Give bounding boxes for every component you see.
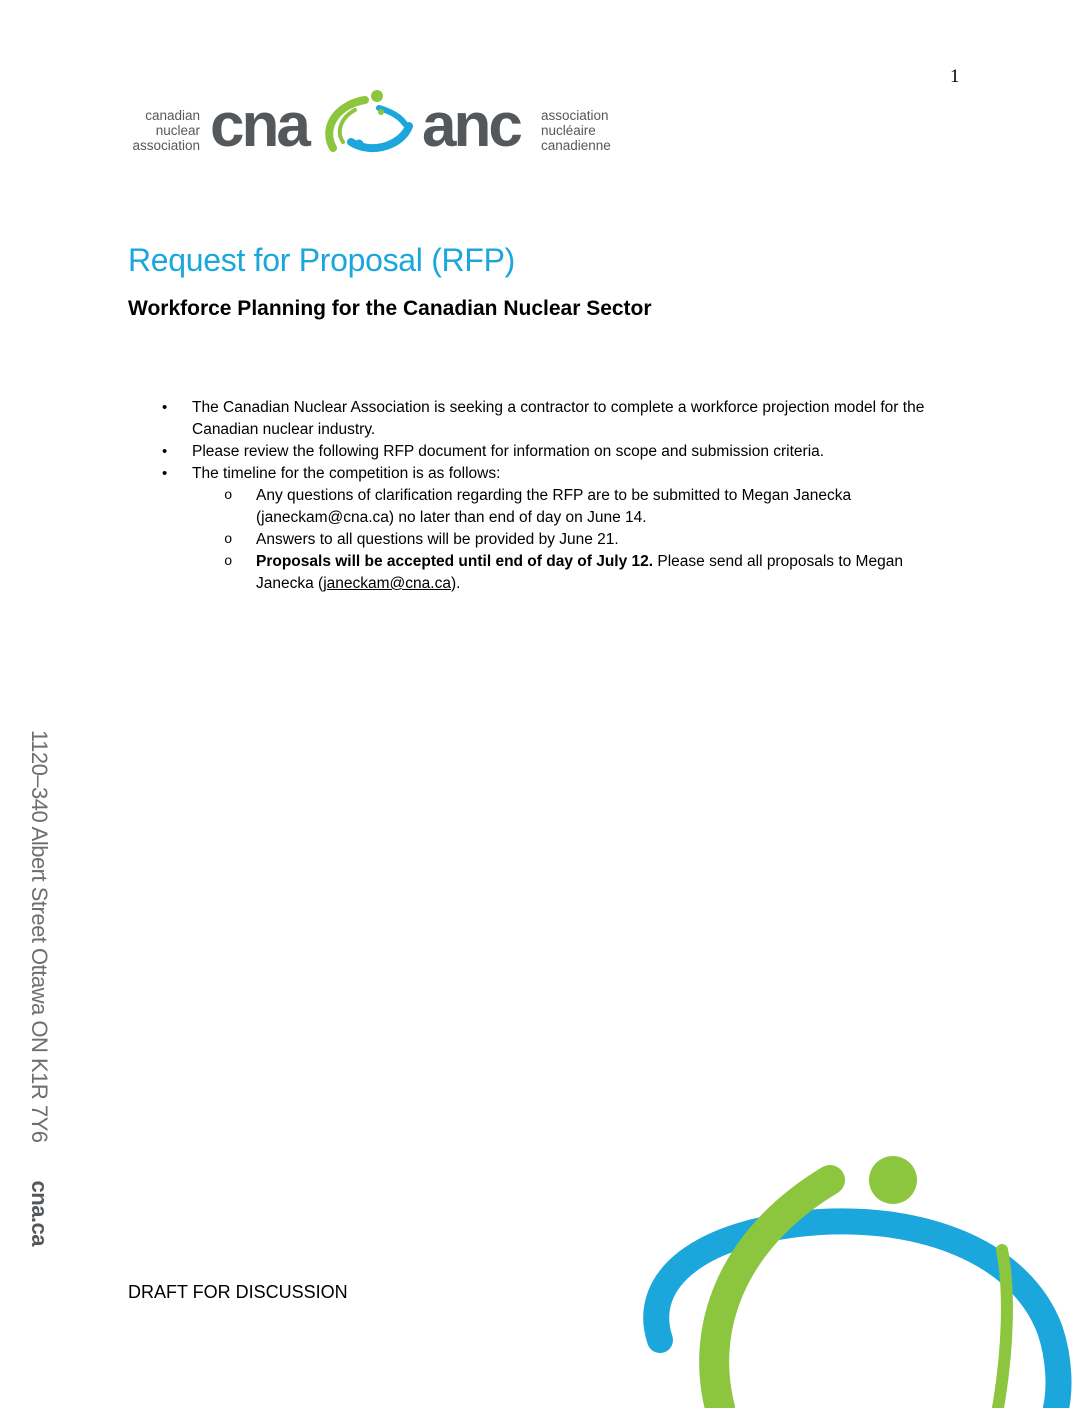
atom-swoosh-icon bbox=[321, 86, 416, 166]
bullet-text: The Canadian Nuclear Association is seeking a contractor to complete a workforce projection model for the Canadian nuclear industry. bbox=[192, 399, 925, 438]
document-body bbox=[128, 397, 948, 595]
timeline-text: Please send all proposals to Megan Janecka ( bbox=[256, 553, 903, 592]
timeline-text: Any questions of clarification regarding the RFP are to be submitted to Megan Janecka (janeckam@cna.ca) no later than end of day on June 14. bbox=[256, 487, 852, 526]
timeline-text: ). bbox=[450, 575, 461, 592]
cna-anc-logo bbox=[126, 86, 626, 166]
website-text: cna.ca bbox=[27, 1180, 52, 1247]
logo-english-line: canadian nuclear association bbox=[132, 108, 200, 153]
list-item bbox=[192, 463, 948, 595]
bullet-text: Please review the following RFP document for information on scope and submission criteria. bbox=[192, 443, 825, 460]
street-address: 1120–340 Albert Street Ottawa ON K1R 7Y6 bbox=[27, 730, 52, 1143]
list-item bbox=[192, 397, 948, 441]
bullet-list bbox=[128, 397, 948, 595]
page-number: 1 bbox=[950, 66, 960, 87]
logo-cna-text: cna bbox=[210, 91, 308, 160]
timeline-item bbox=[256, 485, 948, 529]
list-item bbox=[192, 441, 948, 463]
timeline-list bbox=[192, 485, 948, 595]
logo-english-name bbox=[126, 108, 200, 153]
document-title: Request for Proposal (RFP) bbox=[128, 242, 516, 278]
side-address-block bbox=[27, 730, 60, 1247]
document-subtitle: Workforce Planning for the Canadian Nuclear Sector bbox=[128, 297, 652, 320]
logo-anc-text: anc bbox=[422, 91, 520, 160]
deadline-bold-text: Proposals will be accepted until end of day of July 12. bbox=[256, 553, 654, 570]
decorative-swoosh-icon bbox=[620, 1130, 1088, 1408]
logo-french-name bbox=[541, 108, 631, 153]
timeline-item bbox=[256, 529, 948, 551]
timeline-item bbox=[256, 551, 948, 595]
draft-footer: DRAFT FOR DISCUSSION bbox=[128, 1282, 348, 1302]
side-address-rotated bbox=[26, 730, 52, 1246]
email-link[interactable]: janeckam@cna.ca bbox=[323, 575, 451, 592]
logo-french-line: association nucléaire canadienne bbox=[541, 108, 611, 153]
bullet-text: The timeline for the competition is as follows: bbox=[192, 465, 501, 482]
timeline-text: Answers to all questions will be provided by June 21. bbox=[256, 531, 619, 548]
